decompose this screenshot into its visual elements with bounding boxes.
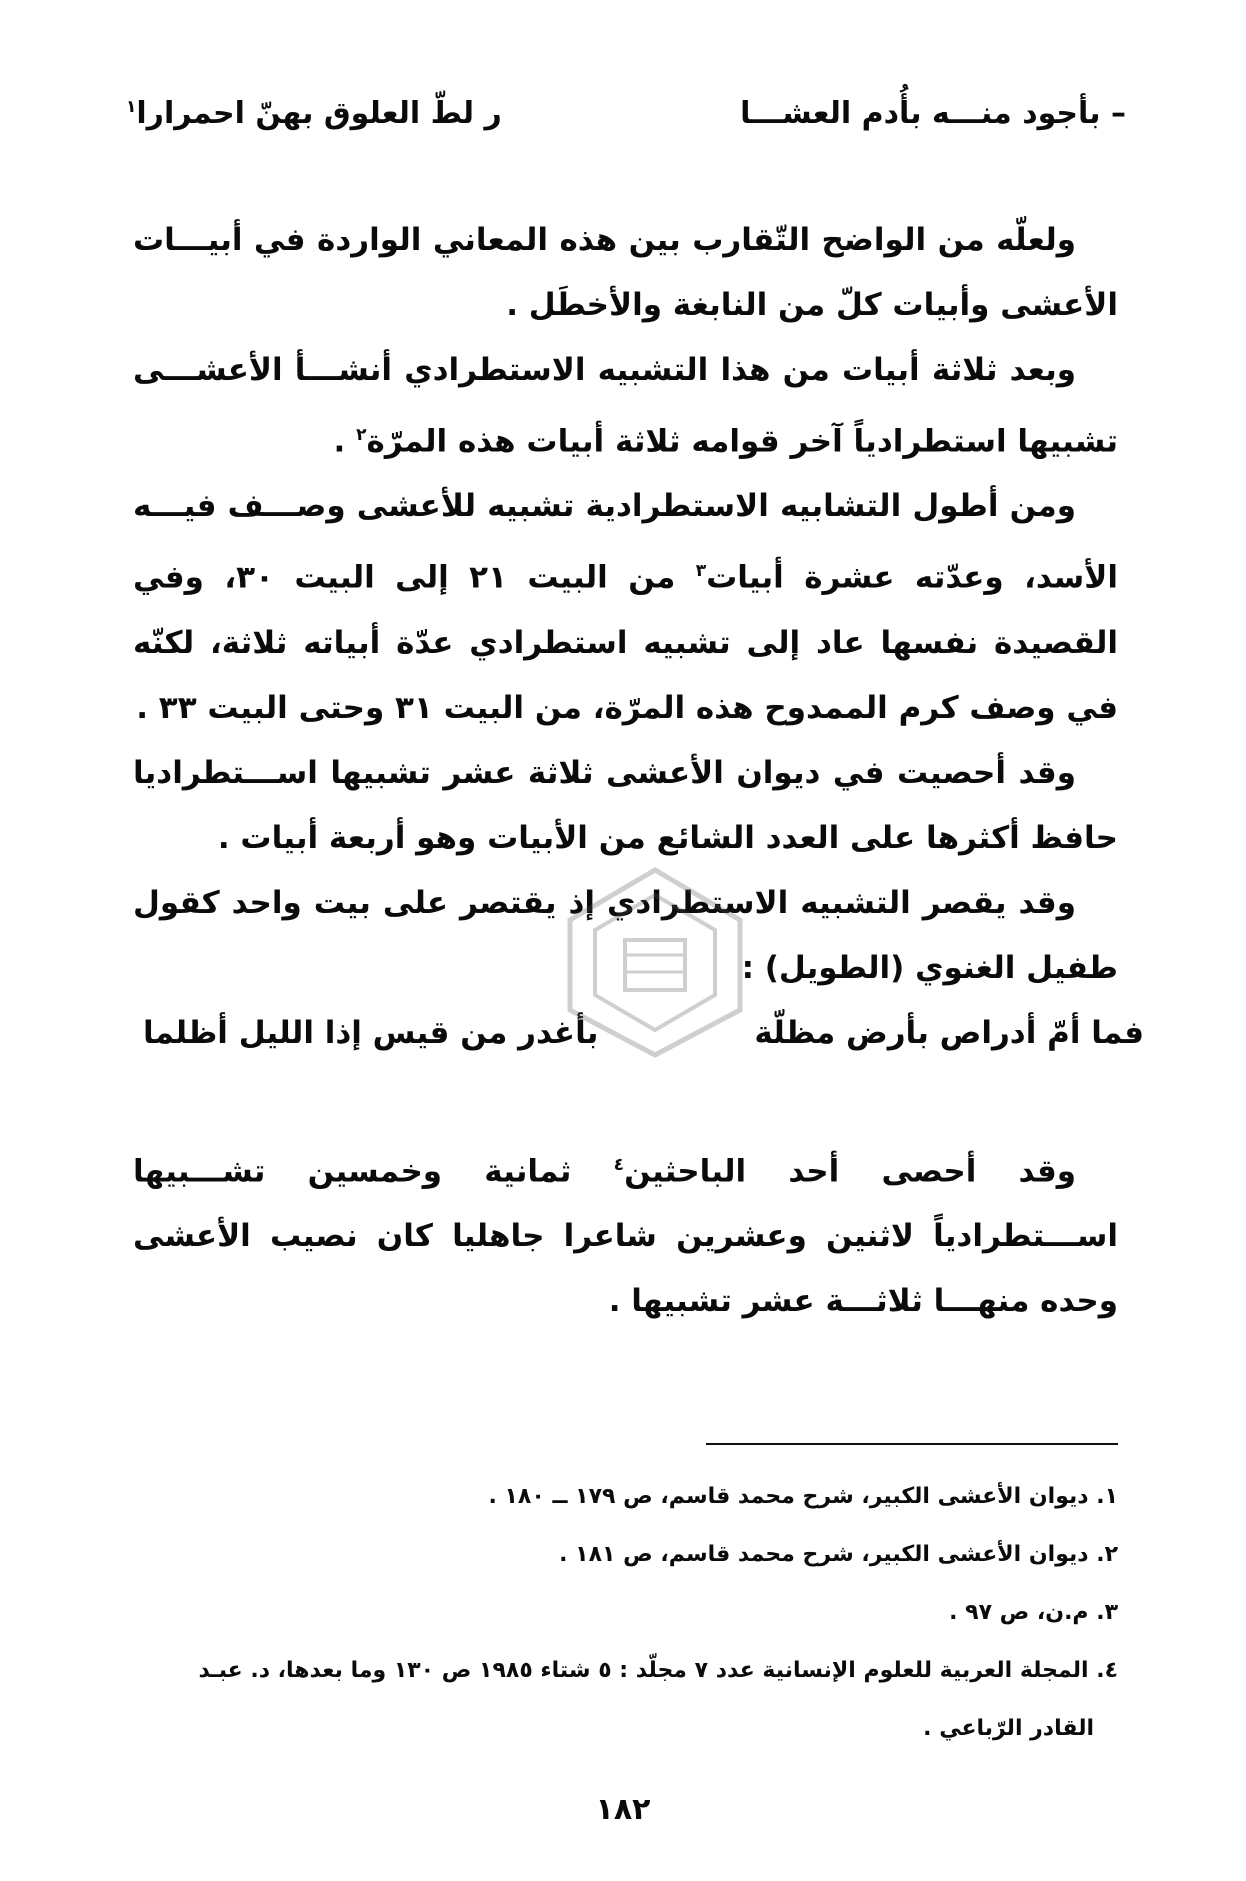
verse-second-hemistich-text: ر لطّ العلوق بهنّ احمرارا [136,96,502,131]
footnotes [128,1468,1118,1758]
footnote: ١. ديوان الأعشى الكبير، شرح محمد قاسم، ص ١٧٩ ــ ١٨٠ . [488,1484,1118,1509]
paragraph-text-cont: من البيت ٢١ إلى البيت ٣٠، وفي القصيدة نفسها عاد إلى تشبيه استطرادي عدّة أبياته ثلاثة، لكنّه في وصف كرم الممدوح هذه المرّة، من البيت ٣١ وحتى البيت ٣٣ . [133,559,1118,726]
page-number: ١٨٢ [595,1792,651,1827]
footnote-separator [706,1443,1118,1445]
footnote-ref: ٣ [695,561,707,582]
body-text [133,208,1144,1334]
verse-second-hemistich [126,96,502,131]
paragraph: وقد يقصر التشبيه الاستطرادي إذ يقتصر على بيت واحد كقول طفيل الغنوي (الطويل) : [133,884,1118,986]
footnote-text: ٤. المجلة العربية للعلوم الإنسانية عدد ٧ مجلّد : ٥ شتاء ١٩٨٥ ص ١٣٠ وما بعدها، د. عبـد [198,1658,1118,1683]
paragraph-text-cont: ثمانية وخمسين تشـــبيها اســـتطرادياً لاثنين وعشرين شاعرا جاهليا كان نصيب الأعشى وحده منهـــا ثلاثـــة عشر تشبيها . [133,1152,1118,1319]
footnote-ref: ٤ [613,1154,625,1175]
footnote: ٢. ديوان الأعشى الكبير، شرح محمد قاسم، ص ١٨١ . [559,1542,1118,1567]
verse-second-hemistich: بأغدر من قيس إذا الليل أظلما [143,1014,599,1051]
paragraph-text: ومن أطول التشابيه الاستطرادية تشبيه للأعشى وصـــف فيـــه الأسد، وعدّته عشرة أبيات [133,488,1118,596]
paragraph-text: وبعد ثلاثة أبيات من هذا التشبيه الاستطرادي أنشـــأ الأعشـــى تشبيها استطرادياً آخر قوامه ثلاثة أبيات هذه المرّة [133,352,1118,460]
verse-first-hemistich: فما أمّ أدراص بأرض مظلّة [754,1014,1144,1051]
footnote [128,1642,1118,1758]
paragraph: وقد أحصيت في ديوان الأعشى ثلاثة عشر تشبيها اســـتطراديا حافظ أكثرها على العدد الشائع من الأبيات وهو أربعة أبيات . [133,754,1118,856]
paragraph-end: . [333,423,357,460]
footnote-ref: ٢ [356,425,367,445]
opening-verse [126,96,1126,152]
paragraph [133,338,1118,474]
paragraph: ولعلّه من الواضح التّقارب بين هذه المعاني الواردة في أبيـــات الأعشى وأبيات كلّ من النابغة والأخطَل . [133,222,1118,323]
paragraph [133,1133,1118,1334]
paragraph [133,474,1118,740]
footnote-ref: ١ [126,97,137,117]
paragraph-text: وقد أحصى أحد الباحثين [624,1152,1077,1189]
quoted-verse [123,1001,1144,1067]
spacer [133,1067,1118,1133]
footnote: ٣. م.ن، ص ٩٧ . [949,1600,1118,1625]
footnote-text-cont: القادر الرّباعي . [923,1716,1094,1741]
verse-first-hemistich: – بأجود منـــه بأُدم العشـــا [740,96,1126,131]
